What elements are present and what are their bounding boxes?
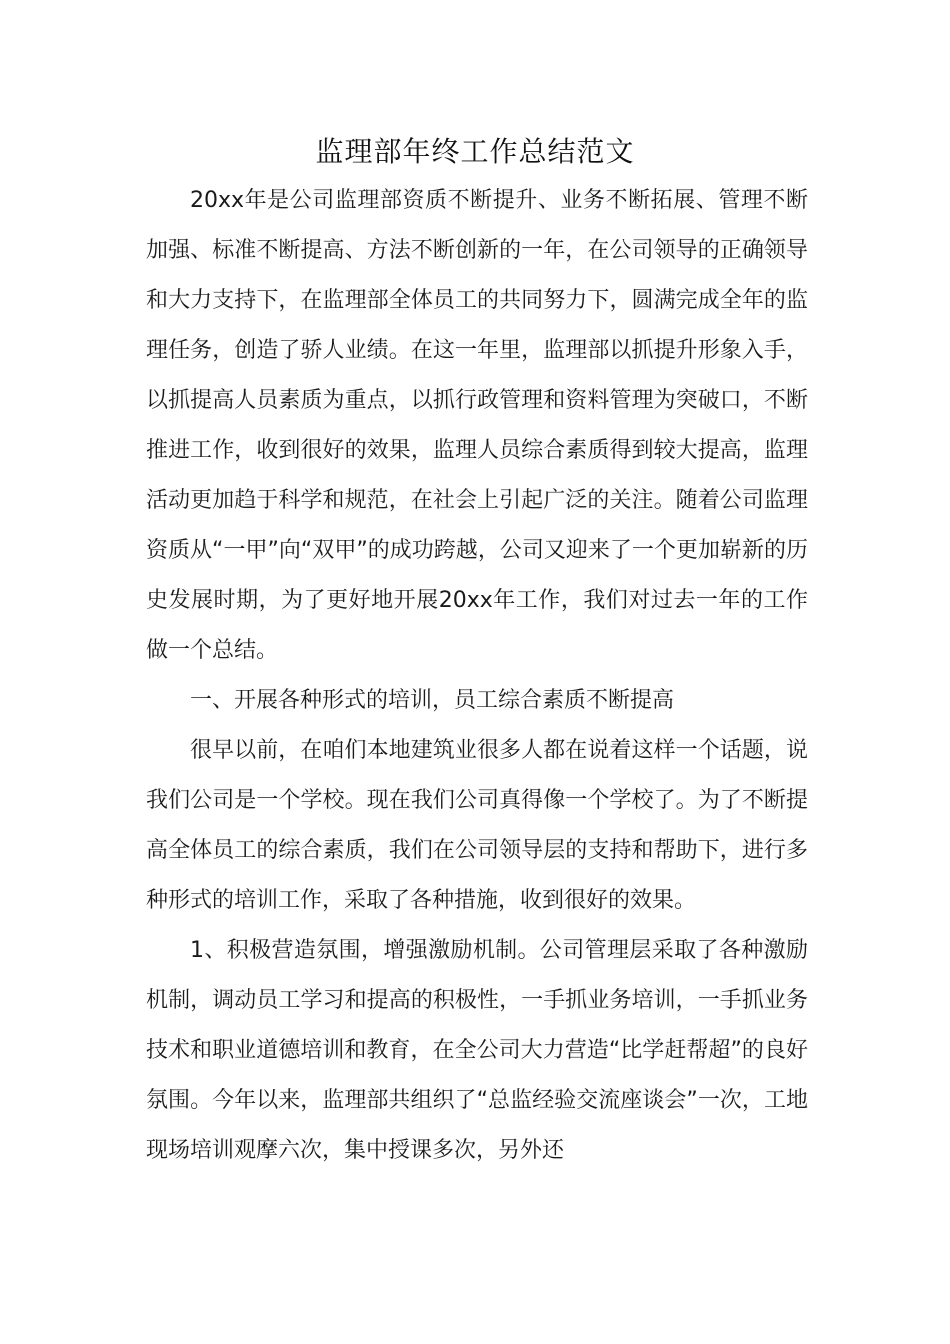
paragraph-section-1: 很早以前，在咱们本地建筑业很多人都在说着这样一个话题，说我们公司是一个学校。现在我们公司真得像一个学校了。为了不断提高全体员工的综合素质，我们在公司领导层的支持和帮助下，进行多种形式的培训工作，采取了各种措施，收到很好的效果。 (146, 738, 808, 913)
paragraph-item-1: 1、积极营造氛围，增强激励机制。公司管理层采取了各种激励机制，调动员工学习和提高的积极性，一手抓业务培训，一手抓业务技术和职业道德培训和教育，在全公司大力营造“比学赶帮超”的良好氛围。今年以来，监理部共组织了“总监经验交流座谈会”一次，工地现场培训观摩六次，集中授课多次，另外还 (146, 938, 808, 1163)
section-heading-1: 一、开展各种形式的培训，员工综合素质不断提高 (190, 688, 675, 713)
paragraph-intro: 20xx年是公司监理部资质不断提升、业务不断拓展、管理不断加强、标准不断提高、方法不断创新的一年，在公司领导的正确领导和大力支持下，在监理部全体员工的共同努力下，圆满完成全年的监理任务，创造了骄人业绩。在这一年里，监理部以抓提升形象入手，以抓提高人员素质为重点，以抓行政管理和资料管理为突破口，不断推进工作，收到很好的效果，监理人员综合素质得到较大提高，监理活动更加趋于科学和规范，在社会上引起广泛的关注。随着公司监理资质从“一甲”向“双甲”的成功跨越，公司又迎来了一个更加崭新的历史发展时期，为了更好地开展20xx年工作，我们对过去一年的工作做一个总结。 (146, 188, 808, 663)
document-body (146, 176, 808, 1176)
document-title: 监理部年终工作总结范文 (315, 135, 635, 168)
